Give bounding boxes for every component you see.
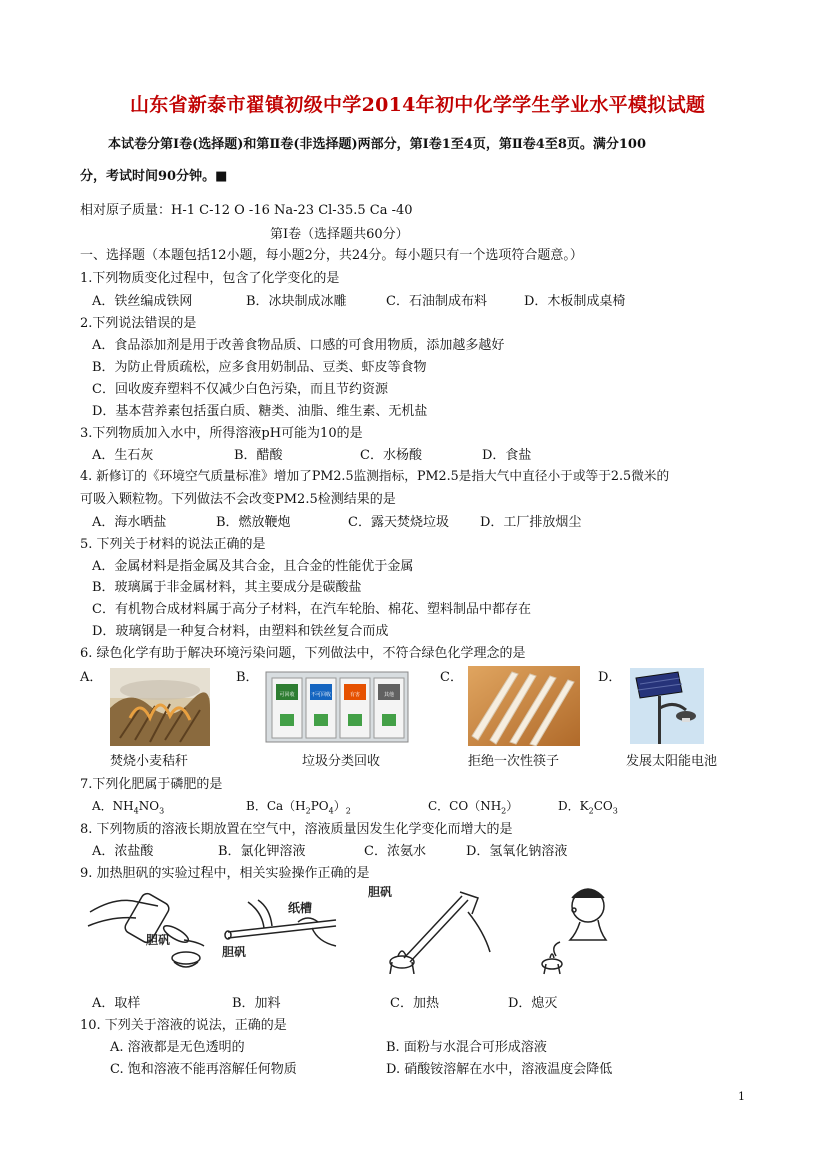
q5-option-c: C．有机物合成材料属于高分子材料，在汽车轮胎、棉花、塑料制品中都存在: [92, 602, 531, 617]
bin-label-4: 其他: [383, 692, 395, 698]
q2-option-d: D．基本营养素包括蛋白质、糖类、油脂、维生素、无机盐: [92, 404, 428, 419]
page-title: 山东省新泰市翟镇初级中学2014年初中化学学生学业水平模拟试题: [130, 94, 706, 116]
q4-option-d: D．工厂排放烟尘: [480, 515, 582, 530]
bin-label-3: 有害: [349, 692, 361, 698]
q6-option-b: B．: [236, 670, 259, 685]
heating-diagram: [364, 882, 492, 974]
extinguishing-diagram: [530, 870, 620, 980]
q9-option-a: A．取样: [92, 996, 141, 1011]
intro-line-1: 本试卷分第Ⅰ卷(选择题)和第Ⅱ卷(非选择题)两部分，第Ⅰ卷1至4页，第Ⅱ卷4至8页。满分100: [108, 137, 646, 152]
q2-option-b: B．为防止骨质疏松，应多食用奶制品、豆类、虾皮等食物: [92, 360, 427, 375]
q2-option-a: A．食品添加剂是用于改善食物品质、口感的可食用物质，添加越多越好: [92, 338, 505, 353]
q8-option-a: A．浓盐酸: [92, 844, 154, 859]
q8-option-b: B．氯化钾溶液: [218, 844, 306, 859]
q2-stem: 2.下列说法错误的是: [80, 316, 197, 331]
q9-option-d: D．熄灭: [508, 996, 558, 1011]
q6-caption-d: 发展太阳能电池: [626, 754, 718, 769]
q4-option-b: B．燃放鞭炮: [216, 515, 291, 530]
q1-option-d: D．木板制成桌椅: [524, 294, 626, 309]
bin-label-2: 不可回收: [310, 692, 332, 698]
q10-stem: 10. 下列关于溶液的说法，正确的是: [80, 1018, 287, 1033]
bin-label-1: 可回收: [279, 692, 295, 698]
q7-option-a: A．$NH_4NO_3$: [92, 799, 165, 816]
q1-option-b: B．冰块制成冰雕: [246, 294, 347, 309]
q1-option-a: A．铁丝编成铁网: [92, 294, 193, 309]
page-number: 1: [738, 1090, 745, 1103]
q2-option-c: C．回收废弃塑料不仅减少白色污染，而且节约资源: [92, 382, 388, 397]
q3-option-c: C．水杨酸: [360, 448, 422, 463]
q10-option-d: D. 硝酸铵溶解在水中，溶液温度会降低: [386, 1062, 613, 1077]
q7-stem: 7.下列化肥属于磷肥的是: [80, 777, 223, 792]
q6-stem: 6. 绿色化学有助于解决环境污染问题，下列做法中，不符合绿色化学理念的是: [80, 646, 526, 661]
burning-straw-image: [110, 668, 210, 746]
q6-caption-c: 拒绝一次性筷子: [468, 754, 560, 769]
q8-option-d: D．氢氧化钠溶液: [466, 844, 568, 859]
q9-label-1: 胆矾: [146, 933, 171, 947]
sampling-diagram: [86, 882, 206, 978]
q6-option-c: C．: [440, 670, 463, 685]
q4-stem-2: 可吸入颗粒物。下列做法不会改变PM2.5检测结果的是: [80, 492, 396, 507]
q8-option-c: C．浓氨水: [364, 844, 426, 859]
intro-line-2: 分，考试时间90分钟。■: [80, 169, 228, 184]
q5-stem: 5. 下列关于材料的说法正确的是: [80, 537, 266, 552]
q6-option-d: D．: [598, 670, 622, 685]
q4-option-a: A．海水晒盐: [92, 515, 167, 530]
q7-option-c: C．$CO(NH_2)$: [428, 799, 519, 816]
q6-option-a: A．: [80, 670, 103, 685]
q5-option-d: D．玻璃钢是一种复合材料，由塑料和铁丝复合而成: [92, 624, 389, 639]
q3-stem: 3.下列物质加入水中，所得溶液pH可能为10的是: [80, 426, 363, 441]
q6-caption-b: 垃圾分类回收: [302, 754, 381, 769]
q10-option-a: A. 溶液都是无色透明的: [110, 1040, 245, 1055]
recycling-bins-image: [262, 668, 412, 746]
section-title: 第Ⅰ卷（选择题共60分）: [270, 227, 409, 242]
q6-caption-a: 焚烧小麦秸秆: [110, 754, 189, 769]
q1-option-c: C．石油制成布料: [386, 294, 487, 309]
section-instructions: 一、选择题（本题包括12小题，每小题2分，共24分。每小题只有一个选项符合题意。）: [80, 248, 583, 263]
q5-option-a: A．金属材料是指金属及其合金，且合金的性能优于金属: [92, 559, 414, 574]
q10-option-c: C. 饱和溶液不能再溶解任何物质: [110, 1062, 297, 1077]
q9-option-b: B．加料: [232, 996, 281, 1011]
adding-diagram: [218, 882, 346, 974]
atomic-mass: 相对原子质量：H-1 C-12 O -16 Na-23 Cl-35.5 Ca -40: [80, 203, 413, 218]
q9-label-2: 胆矾: [222, 945, 247, 959]
q9-stem: 9. 加热胆矾的实验过程中，相关实验操作正确的是: [80, 866, 370, 881]
q7-option-b: B．$Ca(H_2PO_4)_2$: [246, 799, 351, 816]
q7-option-d: D．$K_2CO_3$: [558, 799, 618, 816]
q8-stem: 8. 下列物质的溶液长期放置在空气中，溶液质量因发生化学变化而增大的是: [80, 822, 513, 837]
q10-option-b: B. 面粉与水混合可形成溶液: [386, 1040, 547, 1055]
q9-label-4: 胆矾: [368, 885, 393, 899]
q5-option-b: B．玻璃属于非金属材料，其主要成分是碳酸盐: [92, 580, 362, 595]
chopsticks-image: [468, 666, 580, 746]
q4-option-c: C．露天焚烧垃圾: [348, 515, 449, 530]
q3-option-d: D．食盐: [482, 448, 532, 463]
q3-option-a: A．生石灰: [92, 448, 154, 463]
q9-label-3: 纸槽: [288, 901, 313, 915]
solar-lamp-image: [630, 668, 704, 744]
q3-option-b: B．醋酸: [234, 448, 283, 463]
q9-option-c: C．加热: [390, 996, 439, 1011]
q4-stem-1: 4. 新修订的《环境空气质量标准》增加了PM2.5监测指标，PM2.5是指大气中直径小于或等于2.5微米的: [80, 468, 670, 483]
q1-stem: 1.下列物质变化过程中，包含了化学变化的是: [80, 271, 340, 286]
